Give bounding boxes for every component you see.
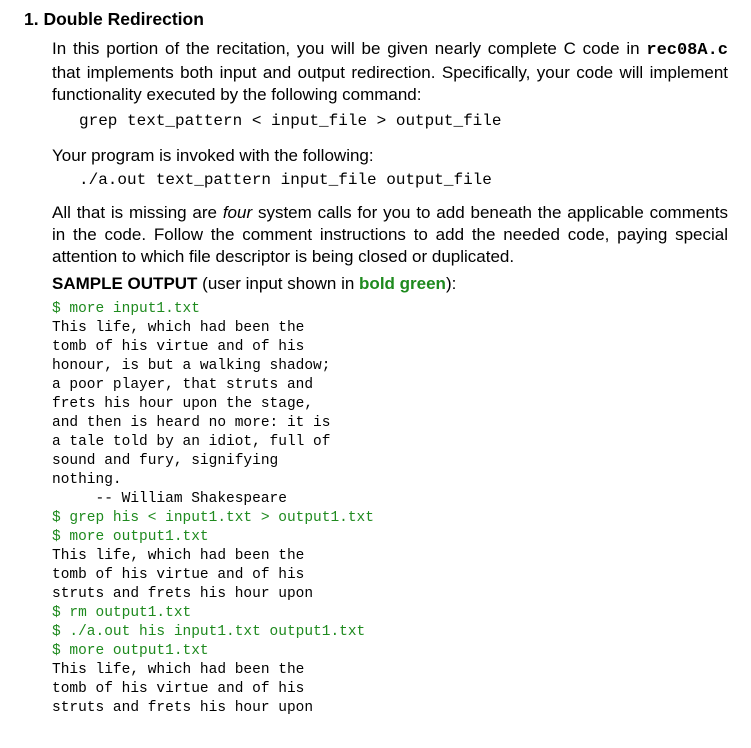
program-output-text: honour, is but a walking shadow; — [52, 358, 331, 374]
terminal-line — [52, 623, 374, 642]
program-output-text: struts and frets his hour upon — [52, 586, 314, 602]
source-filename: rec08A.c — [646, 41, 728, 60]
user-input: more input1.txt — [69, 301, 200, 317]
sample-output-label — [52, 274, 456, 294]
program-output-text: frets his hour upon the stage, — [52, 396, 314, 412]
terminal-line — [52, 547, 374, 566]
terminal-line — [52, 566, 374, 585]
terminal-line — [52, 604, 374, 623]
terminal-line — [52, 452, 374, 471]
terminal-line — [52, 585, 374, 604]
user-input: rm output1.txt — [69, 605, 192, 621]
program-output-text: This life, which had been the — [52, 548, 305, 564]
intro-text-after: that implements both input and output redirection. Specifically, your code will implement functionality executed by the following command: — [52, 63, 728, 104]
intro-paragraph — [52, 38, 728, 106]
program-output-text: This life, which had been the — [52, 320, 305, 336]
grep-command: grep text_pattern < input_file > output_file — [79, 112, 502, 130]
program-output-text: tomb of his virtue and of his — [52, 339, 305, 355]
program-output-text: and then is heard no more: it is — [52, 415, 331, 431]
terminal-line — [52, 338, 374, 357]
instructions-text-after: system calls for you to add beneath the applicable comments in the code. Follow the comment instructions to add the needed code, paying special attention to which file descriptor is being closed or duplicated. — [52, 203, 729, 266]
terminal-line — [52, 395, 374, 414]
program-output-text: a tale told by an idiot, full of — [52, 434, 331, 450]
program-output-text: nothing. — [52, 472, 122, 488]
shell-prompt: $ — [52, 605, 70, 621]
terminal-line — [52, 433, 374, 452]
terminal-line — [52, 414, 374, 433]
terminal-line — [52, 528, 374, 547]
terminal-line — [52, 300, 374, 319]
sample-output-mid: (user input shown in — [197, 274, 360, 293]
instructions-emphasis: four — [222, 203, 253, 222]
program-output-text: tomb of his virtue and of his — [52, 681, 305, 697]
terminal-line — [52, 680, 374, 699]
program-output-text: This life, which had been the — [52, 662, 305, 678]
shell-prompt: $ — [52, 510, 70, 526]
intro-text-before: In this portion of the recitation, you will be given nearly complete C code in — [52, 39, 647, 58]
program-output-text: sound and fury, signifying — [52, 453, 279, 469]
terminal-line — [52, 471, 374, 490]
shell-prompt: $ — [52, 301, 70, 317]
terminal-line — [52, 509, 374, 528]
terminal-line — [52, 319, 374, 338]
instructions-paragraph — [52, 202, 728, 268]
shell-prompt: $ — [52, 643, 70, 659]
shell-prompt: $ — [52, 624, 70, 640]
terminal-line — [52, 699, 374, 718]
sample-output-green-note: bold green — [359, 274, 446, 293]
terminal-line — [52, 642, 374, 661]
user-input: grep his < input1.txt > output1.txt — [69, 510, 374, 526]
program-output-text: tomb of his virtue and of his — [52, 567, 305, 583]
program-output-text: -- William Shakespeare — [52, 491, 287, 507]
sample-output-end: ): — [445, 274, 457, 293]
terminal-line — [52, 376, 374, 395]
instructions-text-before: All that is missing are — [52, 203, 223, 222]
invocation-command: ./a.out text_pattern input_file output_file — [79, 171, 492, 189]
terminal-line — [52, 357, 374, 376]
section-heading: 1. Double Redirection — [24, 9, 204, 29]
user-input: ./a.out his input1.txt output1.txt — [69, 624, 366, 640]
terminal-line — [52, 490, 374, 509]
program-output-text: a poor player, that struts and — [52, 377, 314, 393]
invocation-paragraph: Your program is invoked with the following: — [52, 146, 374, 165]
user-input: more output1.txt — [69, 643, 209, 659]
program-output-text: struts and frets his hour upon — [52, 700, 314, 716]
shell-prompt: $ — [52, 529, 70, 545]
user-input: more output1.txt — [69, 529, 209, 545]
sample-output-title: SAMPLE OUTPUT — [52, 274, 198, 293]
terminal-line — [52, 661, 374, 680]
terminal-output — [52, 300, 374, 718]
